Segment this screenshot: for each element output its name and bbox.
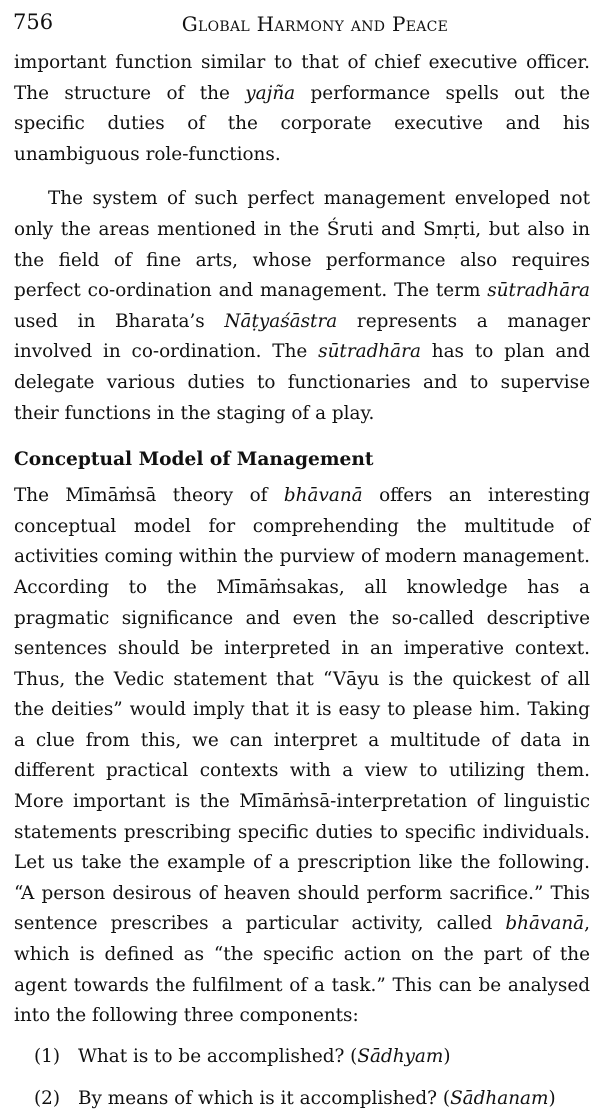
paragraph-1 bbox=[14, 48, 590, 170]
paragraph-3 bbox=[14, 481, 590, 1032]
para2-text-b: used in Bharata’s bbox=[14, 310, 225, 332]
section-heading: Conceptual Model of Management bbox=[14, 449, 374, 471]
term-bhavana-1: bhāvanā bbox=[283, 485, 363, 507]
term-sadhyam: Sādhyam bbox=[357, 1045, 444, 1067]
list-item-text bbox=[78, 1042, 590, 1073]
term-bhavana-2: bhāvanā bbox=[505, 913, 585, 935]
page-header bbox=[13, 8, 587, 42]
running-title: Global Harmony and Peace bbox=[181, 12, 449, 36]
term-yajna: yajña bbox=[245, 82, 296, 104]
para1-line1: important function similar to that of chief executive officer. bbox=[14, 52, 590, 73]
para3-text-b: offers an interesting conceptual model for comprehending the multitude of activities coming within the purview of modern management. According to the Mīmāṁsakas, all knowledge has a pragmatic significance and even the so-called descriptive sentences should be interpreted in an imperative context. Thus, the Vedic statement that “Vāyu is the quickest of all the deities” would imply that it is easy to please him. Taking a clue from this, we can interpret a multitude of data in different practical contexts with a view to utilizing them. More important is the Mīmāṁsā-interpretation of linguistic statements prescribing specific duties to specific individuals. Let us take the example of a prescription like the following. “A person desirous of heaven should perform sacrifice.” This sentence prescribes a particular activity, called bbox=[14, 485, 590, 935]
list-item-number: (2) bbox=[34, 1088, 61, 1110]
para3-text-c: , which is defined as “the specific action on the part of the agent towards the fulfilment of a task.” This can be analysed into the following three components: bbox=[14, 913, 590, 1027]
page-body bbox=[14, 48, 590, 1115]
term-natyasastra: Nāṭyaśāstra bbox=[224, 310, 338, 332]
list-item-close: ) bbox=[548, 1088, 556, 1110]
para2-text-c: represents a manager involved in co-ordination. The bbox=[14, 310, 590, 363]
para3-text-a: The Mīmāṁsā theory of bbox=[14, 485, 284, 507]
para1-text-a: The structure of the bbox=[14, 82, 246, 104]
list-item-text bbox=[78, 1084, 590, 1115]
list-item bbox=[14, 1042, 590, 1073]
para2-text-d: has to plan and delegate various duties to functionaries and to supervise their functions in the staging of a play. bbox=[14, 341, 591, 424]
term-sutradhara-2: sūtradhāra bbox=[318, 341, 421, 363]
list-item bbox=[14, 1084, 590, 1115]
list-item-close: ) bbox=[443, 1045, 451, 1067]
paragraph-2 bbox=[14, 184, 590, 429]
page-number: 756 bbox=[13, 10, 54, 34]
term-sadhanam: Sādhanam bbox=[450, 1088, 549, 1110]
para1-text-b: performance spells out the specific duties of the corporate executive and his unambiguous role-functions. bbox=[14, 82, 590, 165]
list-item-question: What is to be accomplished? ( bbox=[78, 1045, 358, 1067]
para2-text-a: The system of such perfect management enveloped not only the areas mentioned in the Śruti and Smṛti, but also in the field of fine arts, whose performance also requires perfect co-ordination and management. The term bbox=[14, 188, 590, 302]
list-item-number: (1) bbox=[34, 1045, 61, 1067]
list-item-question: By means of which is it accomplished? ( bbox=[78, 1088, 451, 1110]
term-sutradhara-1: sūtradhāra bbox=[487, 280, 590, 302]
